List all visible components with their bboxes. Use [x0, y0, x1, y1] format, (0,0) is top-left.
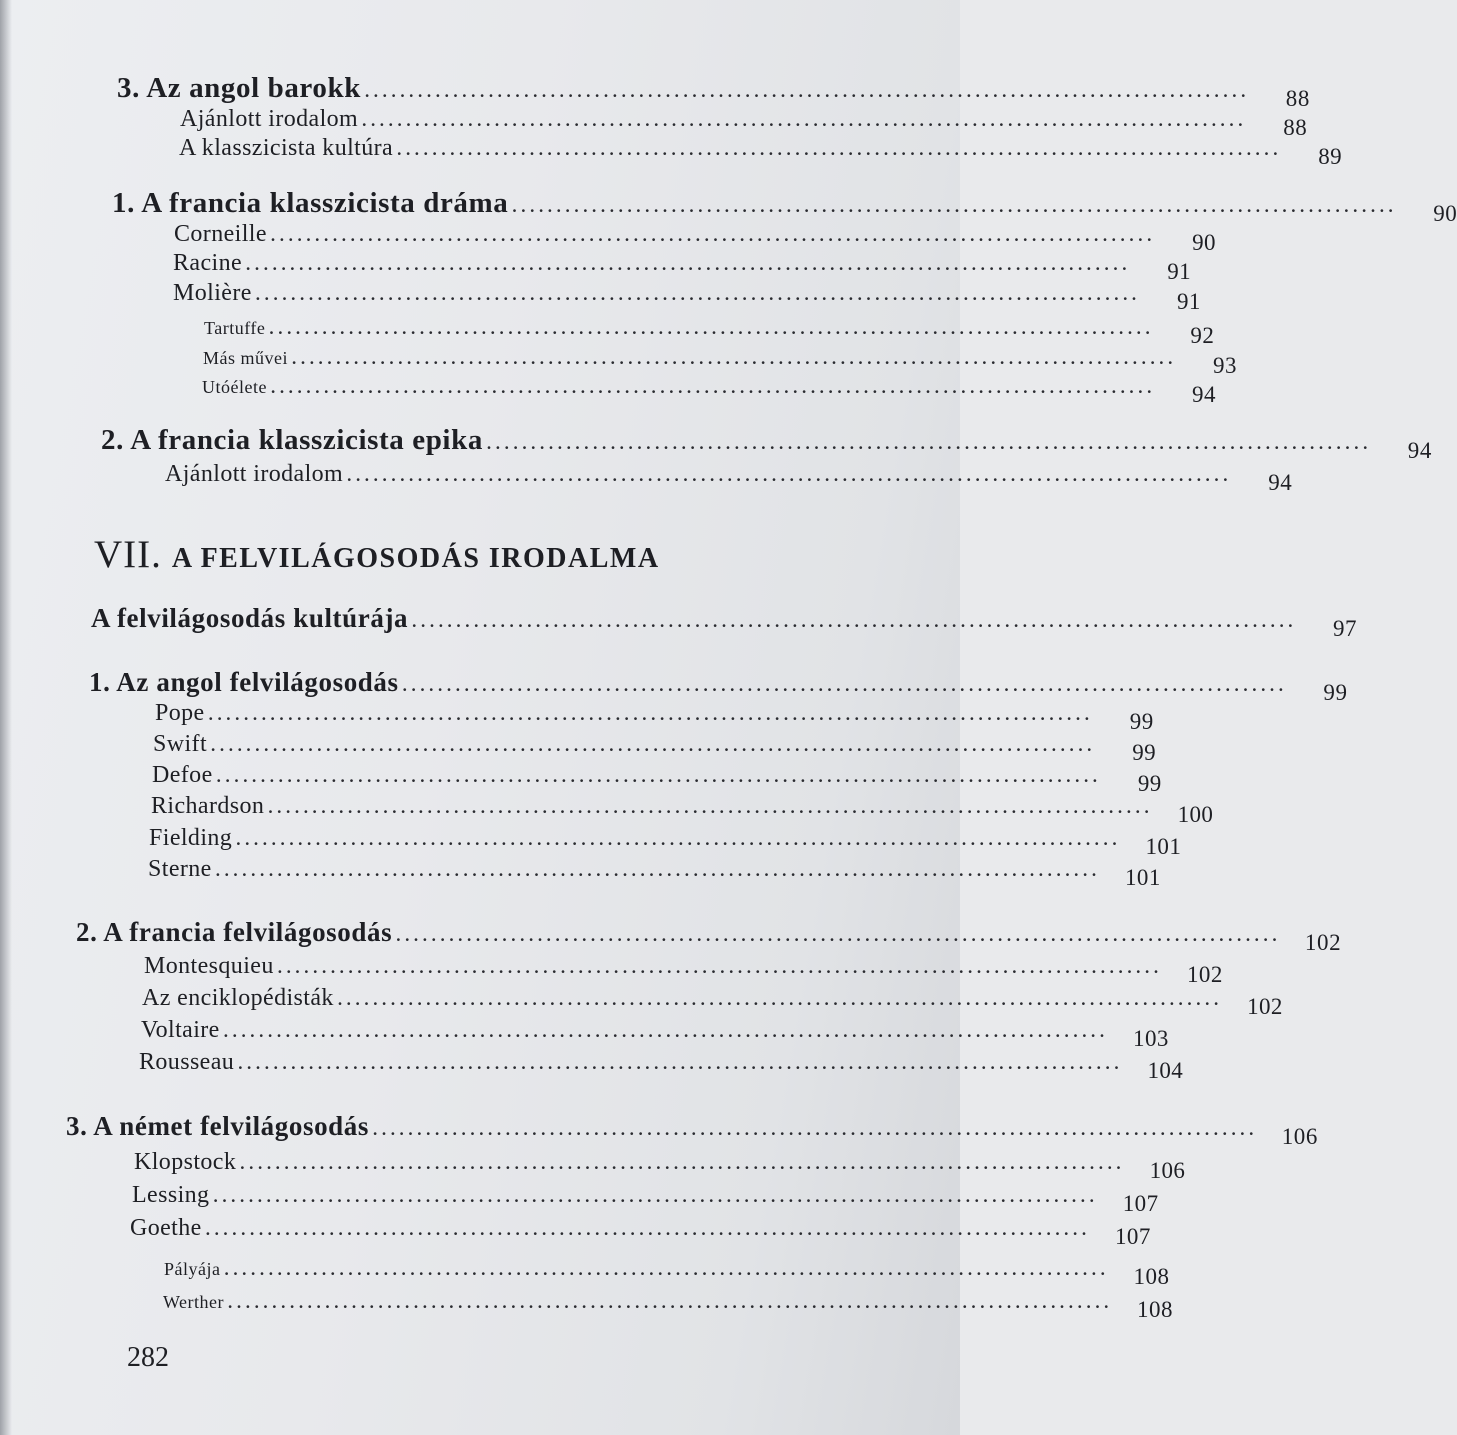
dot-leader: .................................................................................................... — [347, 466, 1233, 485]
toc-entry-title: 3. Az angol barokk — [117, 72, 361, 104]
toc-entry-title: Sterne — [148, 856, 212, 882]
toc-entry-title: Klopstock — [134, 1149, 237, 1175]
dot-leader: .................................................................................................... — [270, 378, 1156, 397]
toc-entry — [165, 461, 1293, 495]
toc-entry-page: 106 — [1281, 1124, 1318, 1149]
dot-leader: .................................................................................................... — [364, 82, 1250, 101]
toc-entry — [130, 1215, 1151, 1249]
toc-entry-page: 99 — [1137, 771, 1162, 796]
dot-leader: .................................................................................................... — [205, 1220, 1091, 1239]
toc-entry-title: Más művei — [203, 348, 288, 368]
toc-entry-page: 102 — [1247, 994, 1283, 1019]
toc-entry — [117, 72, 1310, 111]
toc-entry-title: Richardson — [151, 793, 265, 819]
toc-entry — [142, 985, 1283, 1019]
dot-leader: .................................................................................................... — [402, 676, 1288, 695]
toc-entry — [152, 762, 1162, 796]
toc-entry — [180, 106, 1308, 140]
toc-entry-title: 3. A német felvilágosodás — [66, 1111, 369, 1141]
toc-entry-title: A klasszicista kultúra — [179, 135, 394, 161]
toc-entry — [149, 825, 1182, 859]
toc-entry-page: 107 — [1122, 1191, 1159, 1216]
toc-entry-page: 94 — [1191, 382, 1216, 407]
toc-entry-page: 92 — [1190, 323, 1215, 348]
dot-leader: .................................................................................................... — [397, 140, 1283, 159]
dot-leader: .................................................................................................... — [362, 111, 1248, 130]
toc-entry-title: Molière — [173, 280, 252, 306]
toc-entry-title: Az enciklopédisták — [142, 985, 334, 1011]
toc-entry — [174, 221, 1216, 255]
toc-entry-page: 97 — [1332, 616, 1358, 641]
page-edge-shadow — [0, 0, 12, 1435]
toc-entry-title: 2. A francia klasszicista epika — [101, 424, 483, 456]
dot-leader: .................................................................................................... — [337, 990, 1223, 1009]
toc-entry-page: 100 — [1177, 802, 1214, 827]
toc-entry — [164, 1255, 1170, 1289]
toc-entry — [148, 856, 1161, 890]
toc-entry-page: 93 — [1213, 353, 1237, 378]
dot-leader: .................................................................................................... — [255, 285, 1141, 304]
toc-entry-page: 104 — [1147, 1058, 1184, 1083]
dot-leader: .................................................................................................... — [208, 705, 1094, 724]
dot-leader: .................................................................................................... — [216, 767, 1102, 786]
toc-entry — [144, 953, 1223, 987]
toc-entry-page: 91 — [1176, 289, 1201, 314]
toc-entry-title: Werther — [163, 1292, 225, 1312]
toc-entry-title: Voltaire — [141, 1017, 220, 1043]
toc-entry-page: 90 — [1192, 230, 1216, 255]
dot-leader: .................................................................................................... — [215, 861, 1101, 880]
toc-entry-title: Corneille — [174, 221, 267, 247]
toc-entry-page: 88 — [1285, 86, 1310, 111]
toc-entry-page: 102 — [1187, 962, 1223, 987]
toc-entry-title: Tartuffe — [204, 318, 266, 338]
toc-entry-page: 88 — [1283, 115, 1308, 140]
toc-entry — [91, 603, 1358, 641]
dot-leader: .................................................................................................... — [486, 434, 1372, 453]
toc-entry — [155, 700, 1154, 734]
chapter-heading — [94, 532, 660, 577]
dot-leader: .................................................................................................... — [240, 1154, 1126, 1173]
dot-leader: .................................................................................................... — [277, 958, 1163, 977]
toc-entry-title: Pope — [155, 700, 205, 726]
toc-entry-title: 1. Az angol felvilágosodás — [89, 667, 399, 697]
toc-entry — [153, 731, 1157, 765]
toc-entry — [151, 793, 1214, 827]
toc-entry-title: Ajánlott irodalom — [180, 106, 359, 132]
toc-entry-page: 99 — [1132, 740, 1157, 765]
toc-entry-title: Utóélete — [202, 377, 267, 397]
page-number: 282 — [127, 1342, 169, 1373]
toc-entry — [163, 1288, 1174, 1322]
toc-entry-title: Defoe — [152, 762, 213, 788]
toc-entry-page: 108 — [1133, 1264, 1170, 1289]
dot-leader: .................................................................................................... — [292, 349, 1177, 368]
dot-leader: .................................................................................................... — [238, 1054, 1124, 1073]
toc-entry-page: 106 — [1149, 1158, 1186, 1183]
dot-leader: .................................................................................................... — [269, 319, 1155, 338]
dot-leader: .................................................................................................... — [213, 1187, 1099, 1206]
toc-entry-page: 101 — [1145, 834, 1182, 859]
chapter-title: A FELVILÁGOSODÁS IRODALMA — [171, 543, 660, 574]
toc-entry-title: Goethe — [130, 1215, 202, 1241]
toc-entry — [141, 1017, 1169, 1051]
toc-entry — [134, 1149, 1186, 1183]
dot-leader: .................................................................................................... — [236, 830, 1122, 849]
toc-entry — [66, 1111, 1318, 1149]
toc-entry-page: 89 — [1318, 144, 1343, 169]
toc-entry-page: 91 — [1167, 259, 1192, 284]
toc-entry — [173, 280, 1201, 314]
toc-entry-title: 1. A francia klasszicista dráma — [112, 187, 509, 219]
dot-leader: .................................................................................................... — [228, 1293, 1114, 1312]
dot-leader: .................................................................................................... — [412, 612, 1298, 631]
dot-leader: .................................................................................................... — [246, 255, 1132, 274]
dot-leader: .................................................................................................... — [211, 736, 1097, 755]
toc-entry-title: Rousseau — [139, 1049, 235, 1075]
toc-entry-page: 107 — [1115, 1224, 1151, 1249]
toc-entry — [76, 917, 1342, 955]
toc-entry — [203, 344, 1237, 378]
toc-entry-page: 99 — [1129, 709, 1154, 734]
toc-entry — [202, 373, 1216, 407]
toc-entry-title: Pályája — [164, 1259, 221, 1279]
toc-entry-title: Swift — [153, 731, 208, 757]
toc-entry-page: 94 — [1407, 438, 1432, 463]
toc-entry-title: A felvilágosodás kultúrája — [91, 603, 409, 633]
toc-entry-page: 103 — [1133, 1026, 1169, 1051]
dot-leader: .................................................................................................... — [223, 1022, 1109, 1041]
toc-entry — [112, 187, 1457, 226]
dot-leader: .................................................................................................... — [270, 226, 1156, 245]
toc-entry-title: 2. A francia felvilágosodás — [76, 917, 393, 947]
toc-entry-page: 101 — [1125, 865, 1161, 890]
toc-entry-page: 99 — [1323, 680, 1348, 705]
toc-entry — [139, 1049, 1184, 1083]
toc-entry-title: Ajánlott irodalom — [165, 461, 344, 487]
toc-entry-title: Fielding — [149, 825, 233, 851]
toc-entry-title: Racine — [173, 250, 243, 276]
toc-entry-title: Montesquieu — [144, 953, 274, 979]
dot-leader: .................................................................................................... — [268, 798, 1154, 817]
toc-entry-page: 108 — [1137, 1297, 1174, 1322]
chapter-number: VII. — [94, 533, 162, 576]
dot-leader: .................................................................................................... — [512, 197, 1398, 216]
toc-entry-page: 102 — [1304, 930, 1342, 955]
toc-entry — [173, 250, 1192, 284]
toc-entry-page: 90 — [1433, 201, 1457, 226]
toc-entry — [101, 424, 1432, 463]
toc-entry — [132, 1182, 1159, 1216]
toc-entry-page: 94 — [1268, 470, 1293, 495]
toc-entry-title: Lessing — [132, 1182, 210, 1208]
toc-entry — [89, 667, 1348, 705]
dot-leader: .................................................................................................... — [373, 1120, 1258, 1139]
dot-leader: .................................................................................................... — [224, 1260, 1110, 1279]
toc-entry — [179, 135, 1343, 169]
dot-leader: .................................................................................................... — [396, 926, 1282, 945]
toc-entry — [204, 314, 1215, 348]
